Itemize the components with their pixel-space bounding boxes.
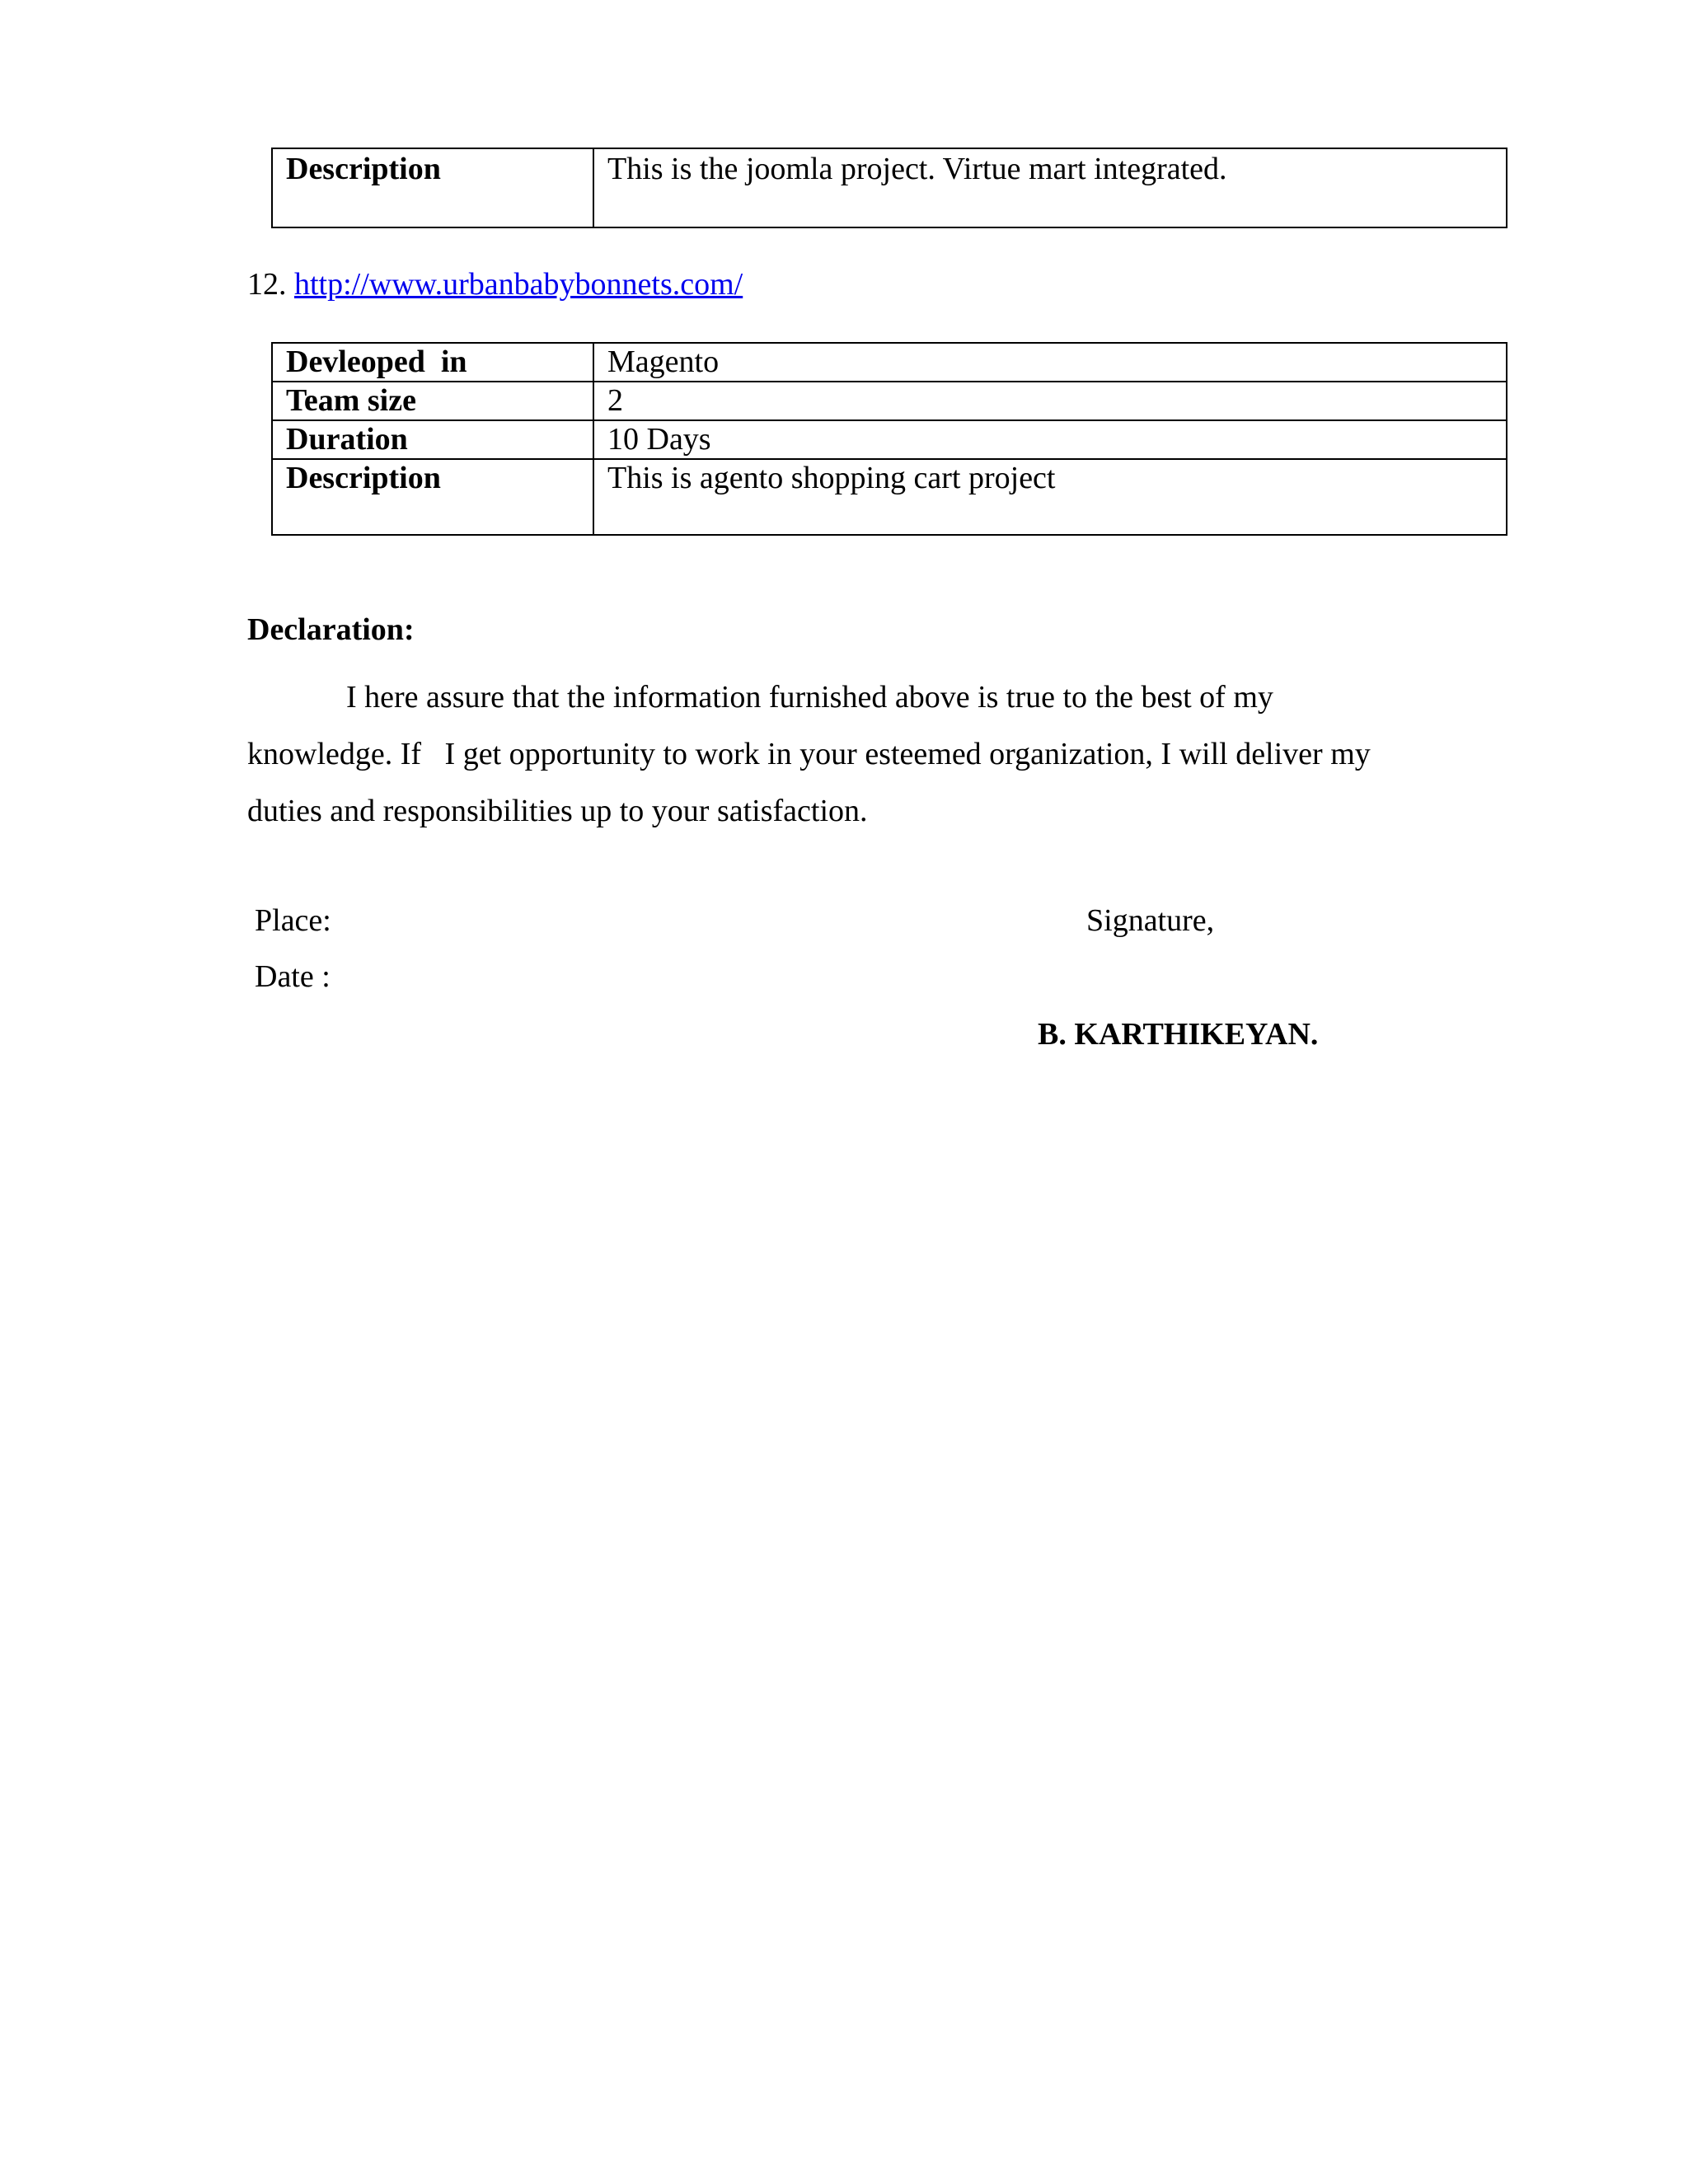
row-value: This is the joomla project. Virtue mart integrated. xyxy=(593,148,1507,227)
row-value: This is agento shopping cart project xyxy=(593,459,1507,535)
declaration-heading: Declaration: xyxy=(247,612,415,647)
declaration-line: knowledge. If I get opportunity to work in your esteemed organization, I will deliver my xyxy=(247,737,1371,771)
previous-project-table xyxy=(271,148,1507,228)
row-label: Devleoped in xyxy=(272,343,593,382)
row-label: Description xyxy=(272,148,593,227)
row-label: Duration xyxy=(272,420,593,459)
row-value: Magento xyxy=(593,343,1507,382)
date-label: Date : xyxy=(255,959,331,994)
place-label: Place: xyxy=(255,903,331,938)
declaration-text xyxy=(247,669,1533,840)
row-value: 2 xyxy=(593,382,1507,420)
row-label: Team size xyxy=(272,382,593,420)
project-details-table xyxy=(271,342,1507,536)
table-row xyxy=(272,148,1507,227)
signature-label: Signature, xyxy=(1086,903,1215,938)
table-row xyxy=(272,343,1507,382)
project-number: 12. xyxy=(247,267,287,302)
row-label: Description xyxy=(272,459,593,535)
signatory-name: B. KARTHIKEYAN. xyxy=(1038,1017,1319,1052)
project-url-link[interactable]: http://www.urbanbabybonnets.com/ xyxy=(294,267,743,302)
table-row xyxy=(272,459,1507,535)
project-heading xyxy=(247,266,743,302)
row-value: 10 Days xyxy=(593,420,1507,459)
declaration-line: duties and responsibilities up to your satisfaction. xyxy=(247,794,868,828)
table-row xyxy=(272,382,1507,420)
table-row xyxy=(272,420,1507,459)
declaration-line: I here assure that the information furnished above is true to the best of my xyxy=(346,680,1273,715)
